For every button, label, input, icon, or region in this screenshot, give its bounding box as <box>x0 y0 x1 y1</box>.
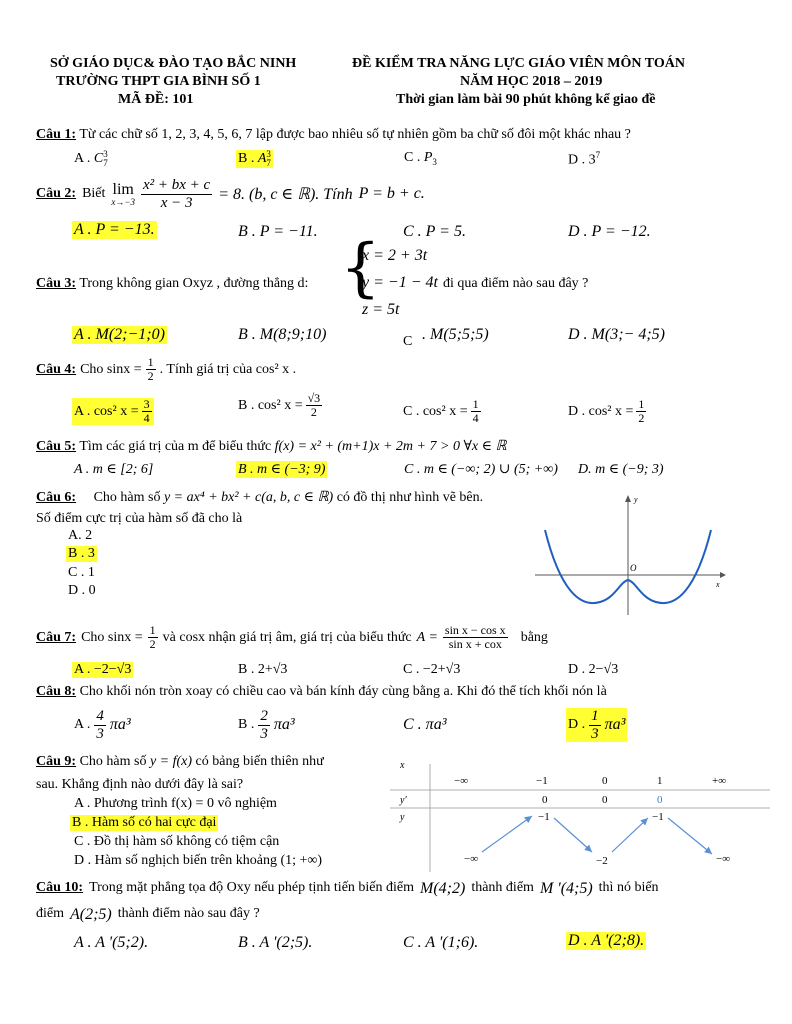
yprime-value: 0 <box>602 794 608 806</box>
school-year: NĂM HỌC 2018 – 2019 <box>460 74 603 89</box>
q9-option-d[interactable]: D . Hàm số nghịch biến trên khoảng (1; +∞) <box>74 853 323 868</box>
school-name: TRƯỜNG THPT GIA BÌNH SỐ 1 <box>56 74 261 89</box>
line-eq-y: y = −1 − 4t <box>362 274 438 291</box>
q8-option-d[interactable]: D . $\frac{1}{3}$ πa³ <box>568 708 626 742</box>
q3-option-c[interactable]: . M(5;5;5) <box>422 326 489 343</box>
q8-option-b[interactable]: B . $\frac{2}{3}$ πa³ <box>238 708 295 742</box>
question-10-line2: điểm A(2;5) thành điểm nào sau đây ? <box>36 906 260 923</box>
question-9-line2: sau. Khẳng định nào dưới đây là sai? <box>36 777 244 792</box>
question-label: Câu 4: <box>36 361 77 377</box>
question-8: Câu 8: Cho khối nón tròn xoay có chiều cao và bán kính đáy cùng bằng a. Khi đó thể tích khối nón là <box>36 684 607 699</box>
q1-option-b[interactable]: B . A 3 7 <box>238 149 271 168</box>
q7-option-d[interactable]: D . 2−√3 <box>568 662 619 677</box>
q9-option-b[interactable]: B . Hàm số có hai cực đại <box>72 815 217 830</box>
question-label: Câu 3: <box>36 276 77 291</box>
question-label: Câu 6: <box>36 490 77 505</box>
q3-option-c-prefix: C <box>403 334 413 349</box>
question-3: Câu 3: Trong không gian Oxyz , đường thẳng d: <box>36 276 309 291</box>
q8-option-c[interactable]: C . πa³ <box>403 716 447 733</box>
q6-option-c[interactable]: C . 1 <box>68 565 95 580</box>
row-x-label: x <box>400 760 405 771</box>
question-4: Câu 4: Cho sinx = $\frac{1}{2}$ . Tính giá trị của cos² x . <box>36 355 297 384</box>
q2-option-d[interactable]: D . P = −12. <box>568 223 651 240</box>
q10-option-b[interactable]: B . A '(2;5). <box>238 934 313 951</box>
q1-option-a[interactable]: A . C 3 7 <box>74 149 108 168</box>
line-eq-z: z = 5t <box>362 301 400 318</box>
x-value: 1 <box>657 775 663 787</box>
question-9: Câu 9: Cho hàm số y = f(x) có bảng biến thiên như <box>36 754 324 769</box>
q4-option-d[interactable]: D . cos² x = $\frac{1}{2}$ <box>568 397 645 426</box>
school-department: SỞ GIÁO DỤC& ĐÀO TẠO BẮC NINH <box>50 56 297 71</box>
question-2: Câu 2: Biết lim x→−3 $\frac{\text{x² + bx + c}}{x - 3}$ = 8. (b, c ∈ ℝ). Tính P = b + c. <box>36 177 425 211</box>
decrease-arrow <box>668 818 712 854</box>
exam-title: ĐỀ KIỂM TRA NĂNG LỰC GIÁO VIÊN MÔN TOÁN <box>352 56 685 71</box>
q5-option-d[interactable]: D. m ∈ (−9; 3) <box>578 462 664 477</box>
q10-option-d[interactable]: D . A '(2;8). <box>568 932 645 949</box>
q7-option-a[interactable]: A . −2−√3 <box>74 662 132 677</box>
limit-fraction: $\frac{\text{x² + bx + c}}{x - 3}$ <box>142 177 211 211</box>
q5-option-b[interactable]: B . m ∈ (−3; 9) <box>238 462 326 477</box>
question-label: Câu 9: <box>36 754 77 769</box>
q6-option-b[interactable]: B . 3 <box>68 546 95 561</box>
yprime-value: 0 <box>542 794 548 806</box>
x-axis-label: x <box>716 580 720 589</box>
question-label: Câu 1: <box>36 127 77 142</box>
yprime-value: 0 <box>657 794 663 806</box>
question-6-line2: Số điểm cực trị của hàm số đã cho là <box>36 511 243 526</box>
y-value: −2 <box>596 855 608 867</box>
q10-option-c[interactable]: C . A '(1;6). <box>403 934 479 951</box>
question-label: Câu 10: <box>36 880 84 895</box>
q2-option-b[interactable]: B . P = −11. <box>238 223 318 240</box>
q4-option-c[interactable]: C . cos² x = $\frac{1}{4}$ <box>403 397 479 426</box>
q1-option-d[interactable]: D . $3^7$ <box>568 150 601 168</box>
q7-option-b[interactable]: B . 2+√3 <box>238 662 288 677</box>
fraction: $\frac{1}{2}$ <box>147 355 154 384</box>
increase-arrow <box>612 818 648 852</box>
q9-option-a[interactable]: A . Phương trình f(x) = 0 vô nghiệm <box>74 796 277 811</box>
x-axis-arrow <box>720 572 726 578</box>
x-value: 0 <box>602 775 608 787</box>
q4-option-a[interactable]: A . cos² x = $\frac{3}{4}$ <box>72 398 154 425</box>
x-value: −1 <box>536 775 548 787</box>
question-label: Câu 2: <box>36 186 77 201</box>
q3-option-a[interactable]: A . M(2;−1;0) <box>74 326 165 343</box>
fraction: $\frac{1}{2}$ <box>149 623 156 652</box>
q4-option-b[interactable]: B . cos² x = $\frac{√3}{2}$ <box>238 391 321 420</box>
q6-option-a[interactable]: A. 2 <box>68 528 93 543</box>
row-y-label: y <box>400 812 405 823</box>
question-label: Câu 7: <box>36 629 77 645</box>
q9-option-c[interactable]: C . Đồ thị hàm số không có tiệm cận <box>74 834 280 849</box>
q3-option-d[interactable]: D . M(3;− 4;5) <box>568 326 665 343</box>
system-brace: { <box>340 231 381 305</box>
limit-symbol: lim x→−3 <box>111 180 135 207</box>
question-10: Câu 10: Trong mặt phẳng tọa độ Oxy nếu phép tịnh tiến biến điểm M(4;2) thành điểm M '(4;5) thì nó biến <box>36 880 659 897</box>
x-value: −∞ <box>454 775 469 787</box>
q10-option-a[interactable]: A . A '(5;2). <box>74 934 149 951</box>
row-yprime-label: y' <box>400 795 407 806</box>
exam-code: MÃ ĐỀ: 101 <box>118 92 194 107</box>
question-5: Câu 5: Tìm các giá trị của m để biểu thức f(x) = x² + (m+1)x + 2m + 7 > 0 ∀x ∈ ℝ <box>36 439 507 454</box>
y-value: −1 <box>652 811 664 823</box>
q2-option-c[interactable]: C . P = 5. <box>403 223 466 240</box>
q7-option-c[interactable]: C . −2+√3 <box>403 662 461 677</box>
question-label: Câu 5: <box>36 439 77 454</box>
y-value: −1 <box>538 811 550 823</box>
question-label: Câu 8: <box>36 684 77 699</box>
expression-fraction: $\frac{\text{sin x − cos x}}{\text{sin x + cox}}$ <box>444 623 506 652</box>
question-6: Câu 6: Cho hàm số y = ax⁴ + bx² + c(a, b, c ∈ ℝ) có đồ thị như hình vẽ bên. <box>36 490 484 505</box>
question-3-tail: đi qua điểm nào sau đây ? <box>443 276 589 291</box>
question-7: Câu 7: Cho sinx = $\frac{1}{2}$ và cosx nhận giá trị âm, giá trị của biểu thức A = $\frac{\text{sin x − cos x}}{\text{sin x + cox}}$ bằng <box>36 623 548 652</box>
q5-option-c[interactable]: C . m ∈ (−∞; 2) ∪ (5; +∞) <box>404 462 558 477</box>
line-eq-x: x = 2 + 3t <box>362 247 428 264</box>
exam-duration: Thời gian làm bài 90 phút không kể giao đề <box>396 92 656 107</box>
origin-label: O <box>630 563 637 573</box>
question-text: Từ các chữ số 1, 2, 3, 4, 5, 6, 7 lập được bao nhiêu số tự nhiên gồm ba chữ số đôi một khác nhau ? <box>79 127 631 142</box>
y-axis-label: y <box>634 495 638 504</box>
q6-option-d[interactable]: D . 0 <box>68 583 96 598</box>
question-1 <box>36 127 631 143</box>
q3-option-b[interactable]: B . M(8;9;10) <box>238 326 327 343</box>
increase-arrow <box>482 816 532 852</box>
y-value: −∞ <box>464 853 479 865</box>
variation-table <box>390 752 770 874</box>
y-axis-arrow <box>625 495 631 502</box>
y-value: −∞ <box>716 853 731 865</box>
decrease-arrow <box>554 818 592 852</box>
q8-option-a[interactable]: A . $\frac{4}{3}$ πa³ <box>74 708 131 742</box>
quartic-graph <box>530 490 730 620</box>
q1-option-c[interactable]: C . $P_3$ <box>404 150 437 167</box>
q2-option-a[interactable]: A . P = −13. <box>74 221 155 238</box>
x-value: +∞ <box>712 775 727 787</box>
q5-option-a[interactable]: A . m ∈ [2; 6] <box>74 462 154 477</box>
